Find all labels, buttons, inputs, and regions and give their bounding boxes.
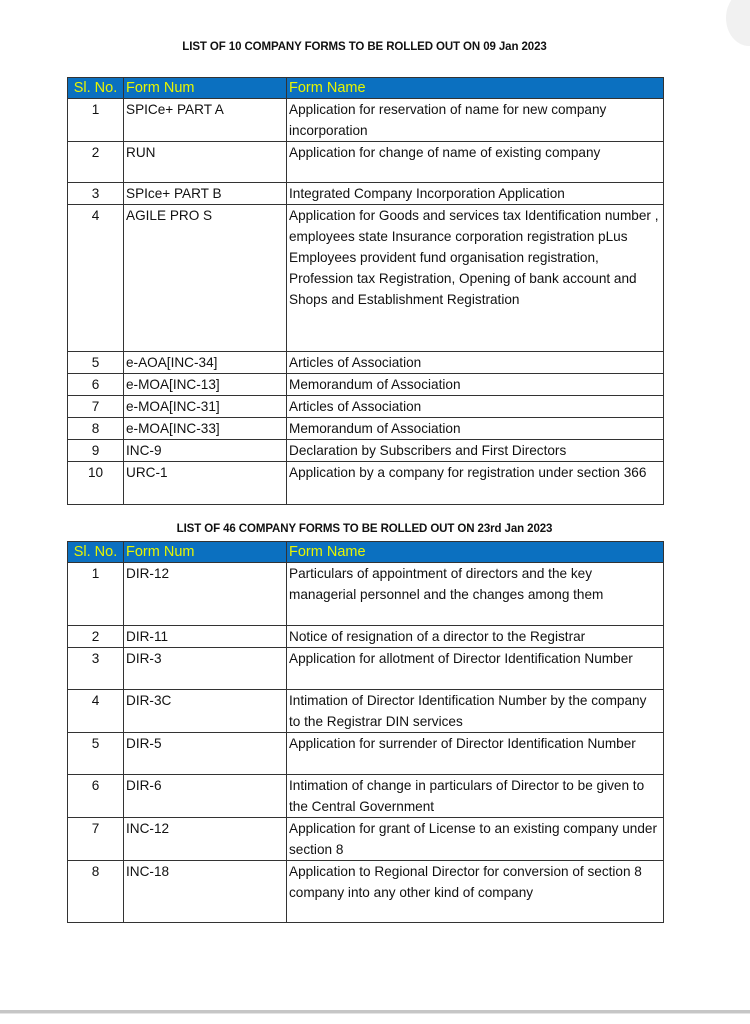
table-row xyxy=(68,733,664,775)
cell-form-num: RUN xyxy=(124,142,287,183)
cell-sl: 5 xyxy=(68,352,124,374)
cell-sl: 8 xyxy=(68,861,124,923)
cell-form-name: Memorandum of Association xyxy=(287,374,664,396)
bottom-divider xyxy=(0,1010,750,1014)
cell-form-num: SPIce+ PART B xyxy=(124,183,287,205)
table-row xyxy=(68,648,664,690)
cell-form-num: INC-9 xyxy=(124,440,287,462)
cell-form-name: Application for change of name of existing company xyxy=(287,142,664,183)
cell-sl: 10 xyxy=(68,462,124,505)
table-row xyxy=(68,205,664,352)
cell-sl: 9 xyxy=(68,440,124,462)
cell-sl: 7 xyxy=(68,396,124,418)
cell-form-name: Articles of Association xyxy=(287,396,664,418)
table-header-row xyxy=(68,78,664,99)
cell-form-name: Application for grant of License to an existing company under section 8 xyxy=(287,818,664,861)
forms-table-jan09 xyxy=(67,77,664,505)
cell-form-num: URC-1 xyxy=(124,462,287,505)
header-form-num: Form Num xyxy=(124,542,287,563)
cell-sl: 2 xyxy=(68,142,124,183)
header-form-name: Form Name xyxy=(287,542,664,563)
cell-sl: 4 xyxy=(68,205,124,352)
section2-title: LIST OF 46 COMPANY FORMS TO BE ROLLED OUT ON 23rd Jan 2023 xyxy=(176,523,553,535)
header-form-name: Form Name xyxy=(287,78,664,99)
cell-form-name: Particulars of appointment of directors and the key managerial personnel and the changes among them xyxy=(287,563,664,626)
cell-form-num: DIR-11 xyxy=(124,626,287,648)
cell-form-name: Application for allotment of Director Identification Number xyxy=(287,648,664,690)
cell-sl: 7 xyxy=(68,818,124,861)
table-row xyxy=(68,142,664,183)
table-row xyxy=(68,352,664,374)
cell-form-name: Memorandum of Association xyxy=(287,418,664,440)
cell-form-name: Application for surrender of Director Identification Number xyxy=(287,733,664,775)
table-row xyxy=(68,440,664,462)
cell-form-name: Application for reservation of name for new company incorporation xyxy=(287,99,664,142)
cell-form-num: e-MOA[INC-33] xyxy=(124,418,287,440)
table-header-row xyxy=(68,542,664,563)
cell-sl: 1 xyxy=(68,563,124,626)
table-row xyxy=(68,374,664,396)
header-form-num: Form Num xyxy=(124,78,287,99)
cell-form-num: DIR-3 xyxy=(124,648,287,690)
header-sl-no: Sl. No. xyxy=(68,78,124,99)
cell-sl: 2 xyxy=(68,626,124,648)
cell-form-name: Articles of Association xyxy=(287,352,664,374)
cell-form-num: DIR-12 xyxy=(124,563,287,626)
cell-sl: 8 xyxy=(68,418,124,440)
table-row xyxy=(68,861,664,923)
table-row xyxy=(68,183,664,205)
table-row xyxy=(68,99,664,142)
table-row xyxy=(68,775,664,818)
cell-form-name: Notice of resignation of a director to the Registrar xyxy=(287,626,664,648)
table-row xyxy=(68,396,664,418)
cell-form-num: INC-12 xyxy=(124,818,287,861)
cell-sl: 3 xyxy=(68,648,124,690)
table-row xyxy=(68,626,664,648)
cell-sl: 4 xyxy=(68,690,124,733)
cell-sl: 5 xyxy=(68,733,124,775)
cell-form-name: Integrated Company Incorporation Application xyxy=(287,183,664,205)
section1-title: LIST OF 10 COMPANY FORMS TO BE ROLLED OUT ON 09 Jan 2023 xyxy=(182,41,547,53)
table-row xyxy=(68,418,664,440)
cell-form-name: Application by a company for registration under section 366 xyxy=(287,462,664,505)
cell-sl: 6 xyxy=(68,374,124,396)
cell-form-num: DIR-6 xyxy=(124,775,287,818)
table-row xyxy=(68,563,664,626)
cell-form-num: SPICe+ PART A xyxy=(124,99,287,142)
cell-form-name: Declaration by Subscribers and First Directors xyxy=(287,440,664,462)
corner-overlay-circle xyxy=(726,0,750,46)
cell-sl: 6 xyxy=(68,775,124,818)
cell-sl: 3 xyxy=(68,183,124,205)
table-row xyxy=(68,818,664,861)
table-row xyxy=(68,690,664,733)
cell-form-name: Application for Goods and services tax Identification number , employees state Insurance corporation registration pLus Employees provident fund organisation registration, Profession tax Registration, Opening of bank account and Shops and Establishment Registration xyxy=(287,205,664,352)
cell-form-num: DIR-3C xyxy=(124,690,287,733)
cell-form-name: Intimation of Director Identification Number by the company to the Registrar DIN services xyxy=(287,690,664,733)
cell-form-num: e-MOA[INC-13] xyxy=(124,374,287,396)
cell-form-name: Intimation of change in particulars of Director to be given to the Central Government xyxy=(287,775,664,818)
table-row xyxy=(68,462,664,505)
forms-table-jan23 xyxy=(67,541,664,923)
cell-form-num: AGILE PRO S xyxy=(124,205,287,352)
header-sl-no: Sl. No. xyxy=(68,542,124,563)
cell-form-num: e-AOA[INC-34] xyxy=(124,352,287,374)
cell-form-name: Application to Regional Director for conversion of section 8 company into any other kind of company xyxy=(287,861,664,923)
cell-form-num: DIR-5 xyxy=(124,733,287,775)
cell-form-num: INC-18 xyxy=(124,861,287,923)
cell-form-num: e-MOA[INC-31] xyxy=(124,396,287,418)
cell-sl: 1 xyxy=(68,99,124,142)
